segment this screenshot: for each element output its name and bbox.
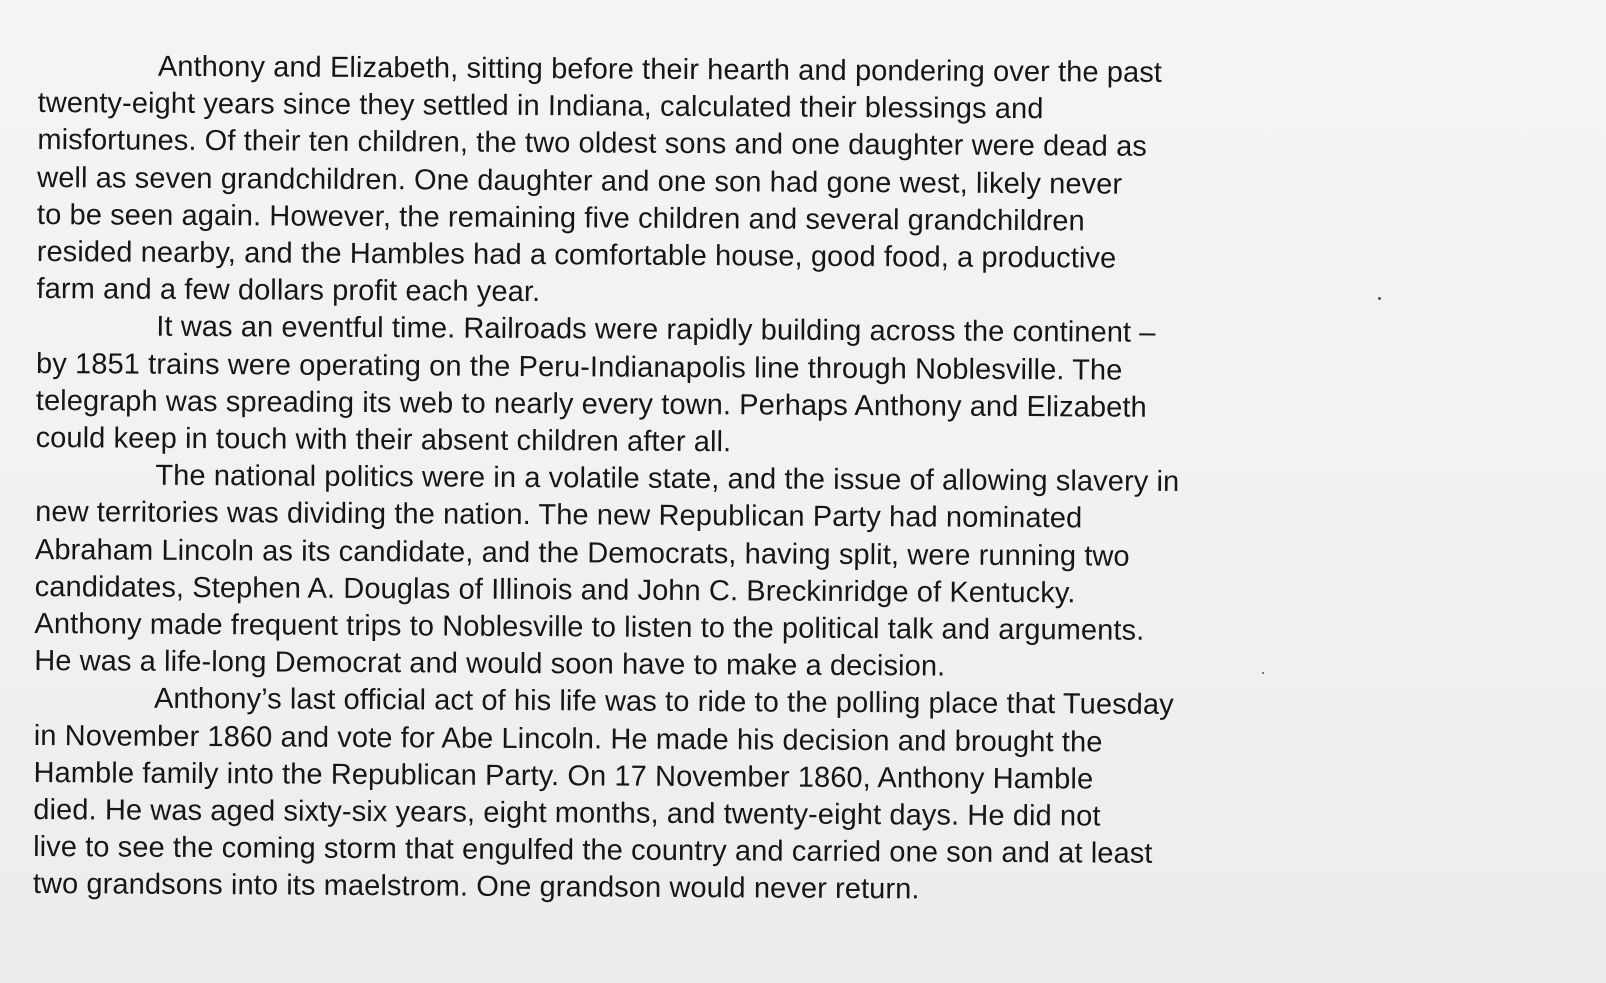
paragraph-4 xyxy=(33,680,1554,912)
paragraph-2 xyxy=(36,308,1557,466)
paragraph-line: well as seven grandchildren. One daughter and one son had gone west, likely never xyxy=(37,161,1123,201)
paragraph-line: two grandsons into its maelstrom. One grandson would never return. xyxy=(32,868,920,906)
paragraph-line: died. He was aged sixty-six years, eight months, and twenty-eight days. He did not xyxy=(33,794,1101,833)
paragraph-line: new territories was dividing the nation. The new Republican Party had nominated xyxy=(35,496,1083,535)
paragraph-line: Abraham Lincoln as its candidate, and the Democrats, having split, were running two xyxy=(34,533,1130,573)
paragraph-line: It was an eventful time. Railroads were rapidly building across the continent – xyxy=(156,311,1156,350)
paragraph-line: to be seen again. However, the remaining five children and several grandchildren xyxy=(36,198,1085,238)
paragraph-1 xyxy=(36,48,1558,318)
paragraph-line: Anthony made frequent trips to Noblesville to listen to the political talk and arguments. xyxy=(34,608,1145,647)
paragraph-line: candidates, Stephen A. Douglas of Illinois and John C. Breckinridge of Kentucky. xyxy=(34,570,1076,610)
paragraph-line: Anthony and Elizabeth, sitting before their hearth and pondering over the past xyxy=(157,50,1163,89)
paragraph-line: Hamble family into the Republican Party. On 17 November 1860, Anthony Hamble xyxy=(33,756,1094,796)
paragraph-line: He was a life-long Democrat and would soon have to make a decision. xyxy=(34,645,946,683)
paragraph-line: farm and a few dollars profit each year. xyxy=(36,273,541,309)
paragraph-line: could keep in touch with their absent children after all. xyxy=(35,422,732,459)
paragraph-line: The national politics were in a volatile state, and the issue of allowing slavery in xyxy=(155,459,1180,499)
paragraph-line: telegraph was spreading its web to nearly every town. Perhaps Anthony and Elizabeth xyxy=(35,384,1147,424)
paragraph-line: by 1851 trains were operating on the Peru-Indianapolis line through Noblesville. The xyxy=(35,347,1123,387)
paragraph-line: Anthony’s last official act of his life was to ride to the polling place that Tuesday xyxy=(153,683,1174,722)
paragraph-line: twenty-eight years since they settled in Indiana, calculated their blessings and xyxy=(37,87,1044,126)
paragraph-line: resided nearby, and the Hambles had a comfortable house, good food, a productive xyxy=(36,236,1117,275)
paragraph-line: live to see the coming storm that engulfed the country and carried one son and at least xyxy=(33,831,1153,871)
paragraph-line: in November 1860 and vote for Abe Lincoln. He made his decision and brought the xyxy=(33,719,1103,759)
paragraph-3 xyxy=(34,457,1555,689)
document-body xyxy=(33,48,1558,913)
paragraph-line: misfortunes. Of their ten children, the two oldest sons and one daughter were dead as xyxy=(37,124,1148,164)
